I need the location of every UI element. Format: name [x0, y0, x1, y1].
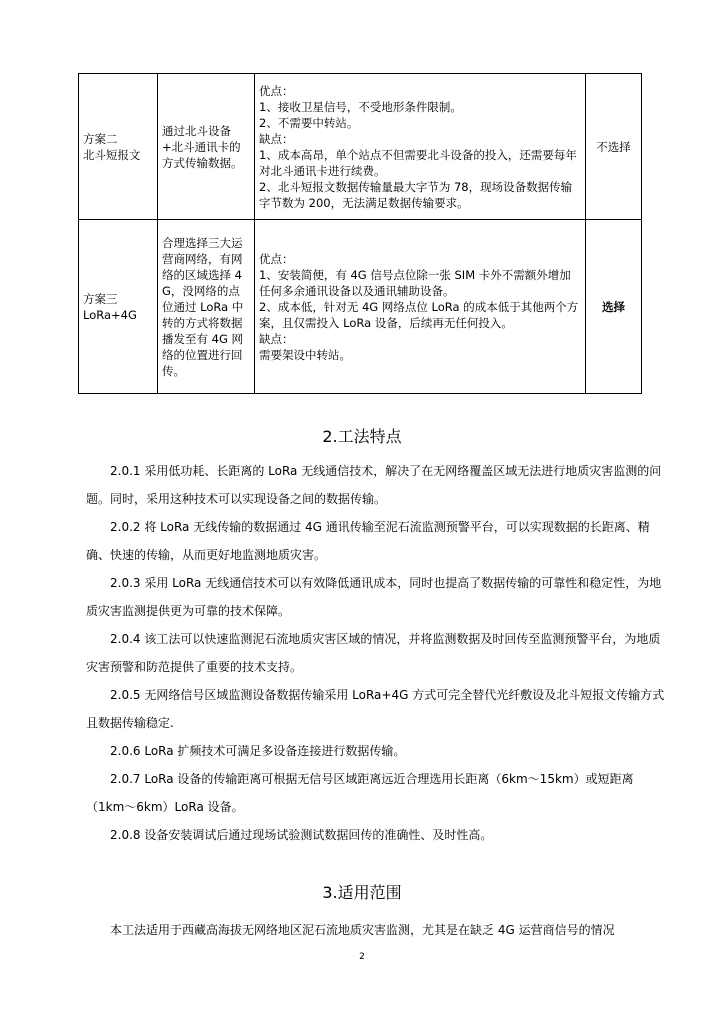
plan-cell: [79, 74, 158, 220]
section-heading: 2.工法特点: [322, 427, 402, 446]
section-heading: 3.适用范围: [322, 883, 402, 902]
detail-line: 缺点：: [259, 131, 294, 146]
detail-line: 2、不需要中转站。: [259, 115, 359, 130]
detail-line: 2、成本低，针对无 4G 网络点位 LoRa 的成本低于其他两个方案，且仅需投入 LoRa 设备，后续再无任何投入。: [259, 299, 579, 330]
paragraph: 2.0.7 LoRa 设备的传输距离可根据无信号区域距离远近合理选用长距离（6km～15km）或短距离（1km～6km）LoRa 设备。: [86, 772, 634, 814]
details-cell: [255, 74, 586, 220]
paragraph: 2.0.3 采用 LoRa 无线通信技术可以有效降低通讯成本，同时也提高了数据传输的可靠性和稳定性，为地质灾害监测提供更为可靠的技术保障。: [86, 576, 662, 618]
paragraph: 2.0.5 无网络信号区域监测设备数据传输采用 LoRa+4G 方式可完全替代光纤敷设及北斗短报文传输方式且数据传输稳定.: [86, 688, 665, 730]
detail-line: 缺点：: [259, 331, 294, 346]
plan-type: LoRa+4G: [83, 307, 137, 322]
details-cell: [255, 220, 586, 394]
plan-type: 北斗短报文: [83, 147, 141, 162]
detail-line: 优点：: [259, 83, 294, 98]
table-row: [79, 74, 642, 220]
detail-line: 2、北斗短报文数据传输量最大字节为 78，现场设备数据传输字节数为 200，无法满足数据传输要求。: [259, 179, 573, 210]
detail-line: 优点：: [259, 251, 294, 266]
paragraph: 2.0.4 该工法可以快速监测泥石流地质灾害区域的情况，并将监测数据及时回传至监测预警平台，为地质灾害预警和防范提供了重要的技术支持。: [86, 632, 661, 674]
detail-line: 需要架设中转站。: [259, 347, 351, 362]
paragraph: 2.0.6 LoRa 扩频技术可满足多设备连接进行数据传输。: [110, 744, 406, 758]
method-cell: 合理选择三大运营商网络，有网络的区域选择 4G，没网络的点位通过 LoRa 中转的方式将数据播发至有 4G 网络的位置进行回传。: [158, 220, 255, 394]
plan-name: 方案二: [83, 131, 118, 146]
detail-line: 1、安装简便，有 4G 信号点位除一张 SIM 卡外不需额外增加任何多余通讯设备以及通讯辅助设备。: [259, 267, 571, 298]
method-cell: 通过北斗设备+北斗通讯卡的方式传输数据。: [158, 74, 255, 220]
plan-name: 方案三: [83, 291, 118, 306]
plan-cell: [79, 220, 158, 394]
detail-line: 1、接收卫星信号，不受地形条件限制。: [259, 99, 462, 114]
section-body: [86, 457, 666, 849]
section-body: [86, 916, 666, 944]
comparison-table: [78, 73, 642, 394]
detail-line: 1、成本高昂，单个站点不但需要北斗设备的投入，还需要每年对北斗通讯卡进行续费。: [259, 147, 577, 178]
decision-cell: 选择: [586, 220, 642, 394]
paragraph: 2.0.8 设备安装调试后通过现场试验测试数据回传的准确性、及时性高。: [110, 828, 493, 842]
paragraph: 2.0.2 将 LoRa 无线传输的数据通过 4G 通讯传输至泥石流监测预警平台，可以实现数据的长距离、精确、快速的传输，从而更好地监测地质灾害。: [86, 520, 650, 562]
decision-cell: 不选择: [586, 74, 642, 220]
paragraph: 2.0.1 采用低功耗、长距离的 LoRa 无线通信技术，解决了在无网络覆盖区域无法进行地质灾害监测的问题。同时，采用这种技术可以实现设备之间的数据传输。: [86, 464, 662, 506]
paragraph: 本工法适用于西藏高海拔无网络地区泥石流地质灾害监测，尤其是在缺乏 4G 运营商信号的情况: [110, 923, 615, 937]
page-number: 2: [359, 952, 365, 962]
table-row: [79, 220, 642, 394]
